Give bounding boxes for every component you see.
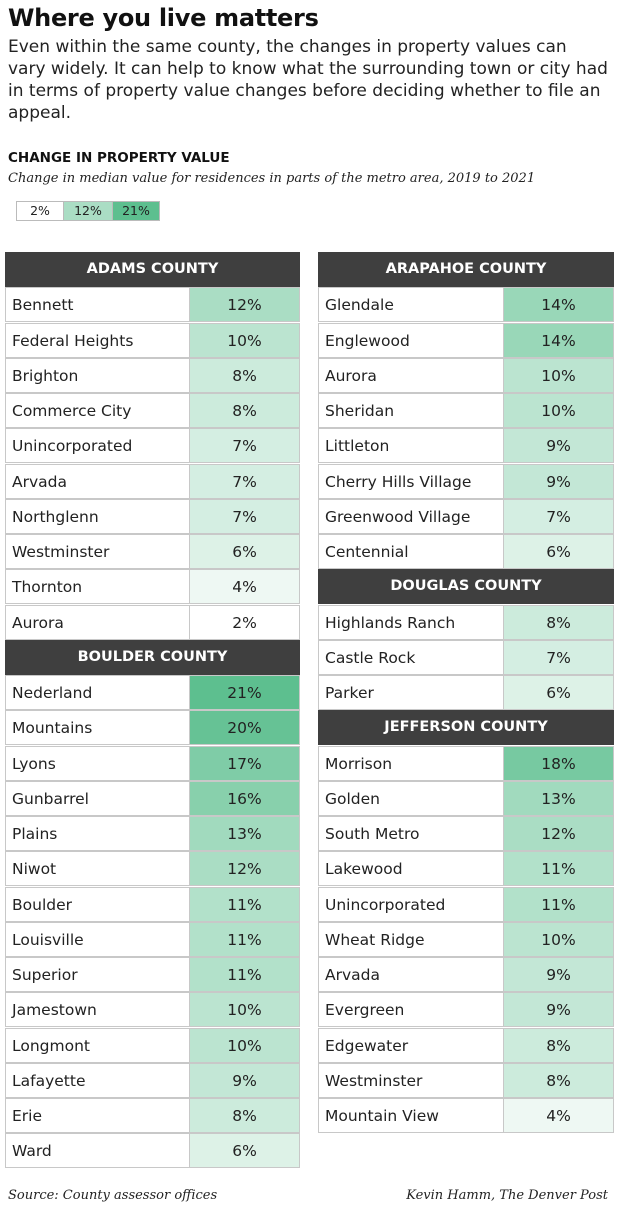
table-row: [5, 1063, 300, 1098]
table-row: [318, 428, 614, 463]
table-row: [318, 781, 614, 816]
table-row: [5, 1028, 300, 1063]
table-row: [318, 922, 614, 957]
value-cell: 12%: [503, 816, 614, 851]
table-row: [5, 358, 300, 393]
table-row: [318, 1028, 614, 1063]
value-cell: 10%: [503, 393, 614, 428]
table-row: [5, 992, 300, 1027]
value-cell: 4%: [189, 569, 300, 604]
place-name: Nederland: [5, 675, 189, 710]
table-row: [318, 464, 614, 499]
place-name: Glendale: [318, 287, 503, 322]
county-header: ADAMS COUNTY: [5, 252, 300, 287]
value-cell: 4%: [503, 1098, 614, 1133]
value-cell: 9%: [503, 428, 614, 463]
place-name: Federal Heights: [5, 323, 189, 358]
value-cell: 10%: [189, 323, 300, 358]
value-cell: 10%: [189, 1028, 300, 1063]
table-row: [5, 534, 300, 569]
place-name: Westminster: [318, 1063, 503, 1098]
place-name: Sheridan: [318, 393, 503, 428]
place-name: Superior: [5, 957, 189, 992]
table-row: [318, 393, 614, 428]
legend-swatch: 12%: [63, 201, 113, 221]
table-row: [5, 746, 300, 781]
place-name: Centennial: [318, 534, 503, 569]
legend-swatch: 21%: [112, 201, 160, 221]
table-row: [5, 1098, 300, 1133]
table-row: [318, 605, 614, 640]
chart-label: CHANGE IN PROPERTY VALUE: [8, 150, 230, 166]
county-header: JEFFERSON COUNTY: [318, 710, 614, 745]
table-row: [318, 640, 614, 675]
source-note: Source: County assessor offices: [8, 1188, 218, 1203]
table-row: [318, 499, 614, 534]
table-row: [318, 816, 614, 851]
table-row: [5, 887, 300, 922]
value-cell: 7%: [189, 464, 300, 499]
table-row: [318, 358, 614, 393]
value-cell: 10%: [189, 992, 300, 1027]
value-cell: 20%: [189, 710, 300, 745]
table-row: [5, 428, 300, 463]
place-name: Bennett: [5, 287, 189, 322]
place-name: Unincorporated: [5, 428, 189, 463]
place-name: Mountain View: [318, 1098, 503, 1133]
table-row: [5, 922, 300, 957]
place-name: Highlands Ranch: [318, 605, 503, 640]
value-cell: 8%: [503, 1063, 614, 1098]
table-row: [5, 816, 300, 851]
chart-subtitle: Change in median value for residences in parts of the metro area, 2019 to 2021: [8, 171, 536, 186]
table-row: [318, 887, 614, 922]
place-name: Unincorporated: [318, 887, 503, 922]
place-name: Greenwood Village: [318, 499, 503, 534]
table-row: [5, 851, 300, 886]
value-cell: 14%: [503, 287, 614, 322]
place-name: Lafayette: [5, 1063, 189, 1098]
place-name: Westminster: [5, 534, 189, 569]
value-cell: 16%: [189, 781, 300, 816]
value-cell: 11%: [189, 957, 300, 992]
place-name: Lakewood: [318, 851, 503, 886]
place-name: Littleton: [318, 428, 503, 463]
page-title: Where you live matters: [8, 4, 319, 32]
place-name: Edgewater: [318, 1028, 503, 1063]
value-cell: 7%: [189, 428, 300, 463]
table-row: [5, 393, 300, 428]
value-cell: 10%: [503, 922, 614, 957]
color-legend: [16, 201, 159, 221]
place-name: South Metro: [318, 816, 503, 851]
place-name: Commerce City: [5, 393, 189, 428]
place-name: Evergreen: [318, 992, 503, 1027]
table-row: [5, 1133, 300, 1168]
table-column-left: [5, 252, 300, 1169]
table-row: [318, 323, 614, 358]
legend-swatch: 2%: [16, 201, 64, 221]
table-row: [5, 710, 300, 745]
value-cell: 13%: [503, 781, 614, 816]
place-name: Lyons: [5, 746, 189, 781]
place-name: Ward: [5, 1133, 189, 1168]
place-name: Plains: [5, 816, 189, 851]
table-row: [318, 287, 614, 322]
place-name: Arvada: [5, 464, 189, 499]
intro-text: Even within the same county, the changes in property values can vary widely. It can help to know what the surrounding town or city had in terms of property value changes before deciding whether to file an appeal.: [8, 37, 608, 123]
place-name: Arvada: [318, 957, 503, 992]
table-row: [318, 1098, 614, 1133]
place-name: Niwot: [5, 851, 189, 886]
value-cell: 13%: [189, 816, 300, 851]
table-row: [5, 569, 300, 604]
value-cell: 8%: [189, 358, 300, 393]
place-name: Morrison: [318, 746, 503, 781]
place-name: Gunbarrel: [5, 781, 189, 816]
table-row: [5, 323, 300, 358]
place-name: Jamestown: [5, 992, 189, 1027]
value-cell: 7%: [503, 499, 614, 534]
place-name: Golden: [318, 781, 503, 816]
place-name: Aurora: [5, 605, 189, 640]
value-cell: 8%: [503, 605, 614, 640]
place-name: Mountains: [5, 710, 189, 745]
table-row: [5, 675, 300, 710]
table-row: [5, 287, 300, 322]
value-cell: 6%: [503, 675, 614, 710]
place-name: Louisville: [5, 922, 189, 957]
place-name: Thornton: [5, 569, 189, 604]
table-row: [318, 746, 614, 781]
table-row: [5, 781, 300, 816]
value-cell: 10%: [503, 358, 614, 393]
value-cell: 8%: [189, 393, 300, 428]
table-row: [318, 675, 614, 710]
value-cell: 11%: [503, 851, 614, 886]
place-name: Brighton: [5, 358, 189, 393]
credit-note: Kevin Hamm, The Denver Post: [406, 1188, 608, 1203]
table-row: [318, 957, 614, 992]
place-name: Northglenn: [5, 499, 189, 534]
county-header: ARAPAHOE COUNTY: [318, 252, 614, 287]
value-cell: 17%: [189, 746, 300, 781]
place-name: Englewood: [318, 323, 503, 358]
table-row: [5, 957, 300, 992]
value-cell: 12%: [189, 287, 300, 322]
value-cell: 11%: [189, 887, 300, 922]
place-name: Longmont: [5, 1028, 189, 1063]
value-cell: 9%: [189, 1063, 300, 1098]
value-cell: 9%: [503, 992, 614, 1027]
value-cell: 11%: [503, 887, 614, 922]
place-name: Erie: [5, 1098, 189, 1133]
value-cell: 8%: [503, 1028, 614, 1063]
county-header: BOULDER COUNTY: [5, 640, 300, 675]
place-name: Cherry Hills Village: [318, 464, 503, 499]
value-cell: 2%: [189, 605, 300, 640]
value-cell: 21%: [189, 675, 300, 710]
value-cell: 7%: [503, 640, 614, 675]
value-cell: 7%: [189, 499, 300, 534]
value-cell: 8%: [189, 1098, 300, 1133]
value-cell: 6%: [189, 534, 300, 569]
table-row: [318, 534, 614, 569]
table-row: [318, 992, 614, 1027]
county-header: DOUGLAS COUNTY: [318, 569, 614, 604]
value-cell: 14%: [503, 323, 614, 358]
place-name: Castle Rock: [318, 640, 503, 675]
table-row: [318, 851, 614, 886]
place-name: Aurora: [318, 358, 503, 393]
table-column-right: [318, 252, 614, 1133]
value-cell: 9%: [503, 957, 614, 992]
value-cell: 18%: [503, 746, 614, 781]
value-cell: 6%: [503, 534, 614, 569]
table-row: [5, 605, 300, 640]
value-cell: 9%: [503, 464, 614, 499]
table-row: [5, 499, 300, 534]
table-row: [5, 464, 300, 499]
place-name: Wheat Ridge: [318, 922, 503, 957]
value-cell: 12%: [189, 851, 300, 886]
place-name: Boulder: [5, 887, 189, 922]
value-cell: 11%: [189, 922, 300, 957]
table-row: [318, 1063, 614, 1098]
value-cell: 6%: [189, 1133, 300, 1168]
place-name: Parker: [318, 675, 503, 710]
